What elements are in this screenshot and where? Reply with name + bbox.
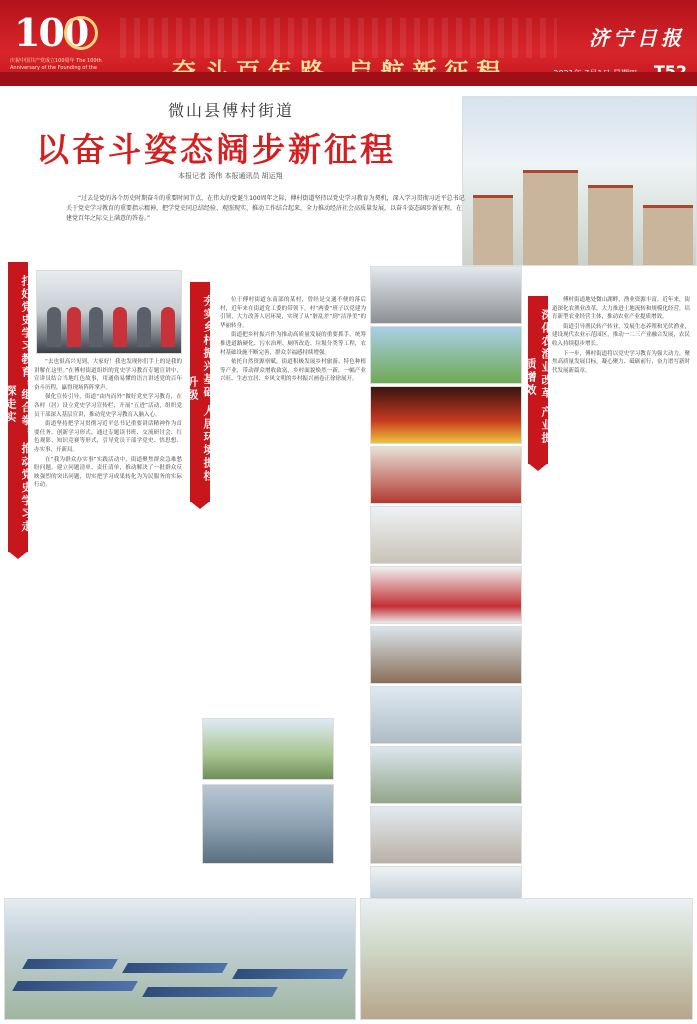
- anniversary-logo: [14, 10, 94, 56]
- section-banner-agri-fishery-reform: 深化农渔业改革 产业提质增效: [528, 296, 548, 464]
- photo-strip-item: [370, 806, 522, 864]
- hero-photo-town-aerial: [462, 96, 697, 266]
- paragraph: 傅村街道地处微山湖畔，渔业资源丰富。近年来，街道深化农渔业改革，大力推进土地流转和规模化经营，培育新型农业经营主体，推动农业产业提质增效。: [552, 297, 690, 321]
- photo-strip-item: [370, 326, 522, 384]
- newspaper-name: 济宁日报: [589, 26, 685, 50]
- photo-strip: [370, 266, 522, 926]
- paragraph: 在“我为群众办实事”实践活动中，街道聚焦群众急难愁盼问题，建立问题清单、责任清单，推动解决了一批群众反映强烈的突出问题，切实把学习成果转化为为民服务的实际行动。: [34, 456, 182, 489]
- photo-strip-item: [370, 746, 522, 804]
- building-shape: [588, 185, 633, 265]
- photo-solar-fishery: [4, 898, 356, 1020]
- solar-panel-shape: [232, 969, 348, 979]
- paragraph: 强化宣传引导，街道“由内而外”做好党史学习教育，在各村（居）设立党史学习宣传栏，开展“五进”活动，组织党员干部深入基层宣讲，推动党史学习教育入脑入心。: [34, 394, 182, 418]
- photo-strip-item: [370, 506, 522, 564]
- photo-strip-item: [370, 386, 522, 444]
- person-shape: [137, 307, 151, 347]
- logo-caption: 庆祝中国共产党成立100周年 The 100th Anniversary of the Founding of the: [10, 58, 102, 71]
- article-byline: 本报记者 汤伟 本报通讯员 胡运翔: [178, 172, 283, 180]
- photo-strip-item: [370, 266, 522, 324]
- building-shape: [643, 205, 693, 265]
- person-shape: [47, 307, 61, 347]
- paragraph: 街道坚持把学习贯彻习近平总书记重要讲话精神作为首要任务，创新学习形式，通过专题读书班、交流研讨会、红色观影、知识竞赛等形式，引导党员干部学党史、悟思想、办实事、开新局。: [34, 421, 182, 453]
- solar-panel-shape: [12, 981, 138, 991]
- building-shape: [523, 170, 578, 265]
- photo-strip-item: [370, 446, 522, 504]
- paragraph: 位于傅村街道东南部的某村，曾经是交通不便的落后村，近年来在街道党工委的带领下，村“两委”班子以党建为引领，大力改善人居环境，实现了从“脏乱差”到“洁净美”的华丽转身。: [220, 297, 366, 329]
- photo-strip-item: [370, 626, 522, 684]
- article-headline: 以奋斗姿态阔步新征程: [36, 130, 396, 169]
- solar-panel-shape: [142, 987, 278, 997]
- article-kicker: 微山县傅村街道: [168, 101, 295, 120]
- column-party-history: [34, 358, 182, 890]
- photo-volunteers: [36, 270, 182, 354]
- masthead: [0, 0, 697, 86]
- column-agri-fishery: [552, 296, 690, 880]
- column-rural-revitalization: [220, 296, 366, 862]
- paragraph: 街道把乡村振兴作为推动高质量发展的重要抓手，统筹推进道路硬化、污水治理、厕所改造、垃圾分类等工程，农村基础设施不断完善，群众幸福感持续增强。: [220, 332, 366, 356]
- section-banner-party-history: 打好党史学习教育“组合拳” 推动党史学习走深走实: [8, 262, 28, 552]
- solar-panel-shape: [22, 959, 118, 969]
- person-shape: [89, 307, 103, 347]
- person-shape: [113, 307, 127, 347]
- building-shape: [473, 195, 513, 265]
- paragraph: 街道引导渔民转产转业，发展生态养殖和光伏渔业，建设现代农业示范园区，推动一二三产业融合发展，农民收入持续稳步增长。: [552, 323, 690, 347]
- photo-town-plaza: [360, 898, 693, 1020]
- section-banner-rural-revitalization: 夯实乡村振兴基础 人居环境提档升级: [190, 282, 210, 502]
- paragraph: “去也很高兴见到，大家好！我也发现你们手上的是我的讲解在这里。”在傅村街道组织的党史学习教育专题宣讲中，宣讲员结合当地红色故事，用通俗易懂的语言讲述党的百年奋斗历程，赢得现场阵阵掌声。: [34, 359, 182, 391]
- person-shape: [67, 307, 81, 347]
- logo-number: 100: [14, 10, 88, 55]
- paragraph: 依托自然资源禀赋，街道积极发展乡村旅游、特色种植等产业，带动群众增收致富，乡村面貌焕然一新，一幅产业兴旺、生态宜居、乡风文明的乡村振兴画卷正徐徐展开。: [220, 359, 366, 383]
- logo-ring-icon: [64, 16, 98, 50]
- article-intro: “过去是党的各个历史时期奋斗的重要时间节点，在伟大的党诞生100周年之际，傅村街道坚持以党史学习教育为契机，深入学习贯彻习近平总书记关于党史学习教育的重要指示精神，把学党史同总结经验、观照现实、推动工作结合起来，全力推动经济社会高质量发展，以奋斗姿态阔步新征程，在建党百年之际交上满意的答卷。”: [66, 195, 465, 222]
- photo-strip-item: [370, 686, 522, 744]
- photo-strip-item: [370, 566, 522, 624]
- paragraph: 下一步，傅村街道将以党史学习教育为强大动力，聚焦高质量发展目标，凝心聚力、砥砺前行，奋力谱写新时代发展新篇章。: [552, 350, 690, 374]
- masthead-strip: [0, 72, 697, 86]
- person-shape: [161, 307, 175, 347]
- solar-panel-shape: [122, 963, 228, 973]
